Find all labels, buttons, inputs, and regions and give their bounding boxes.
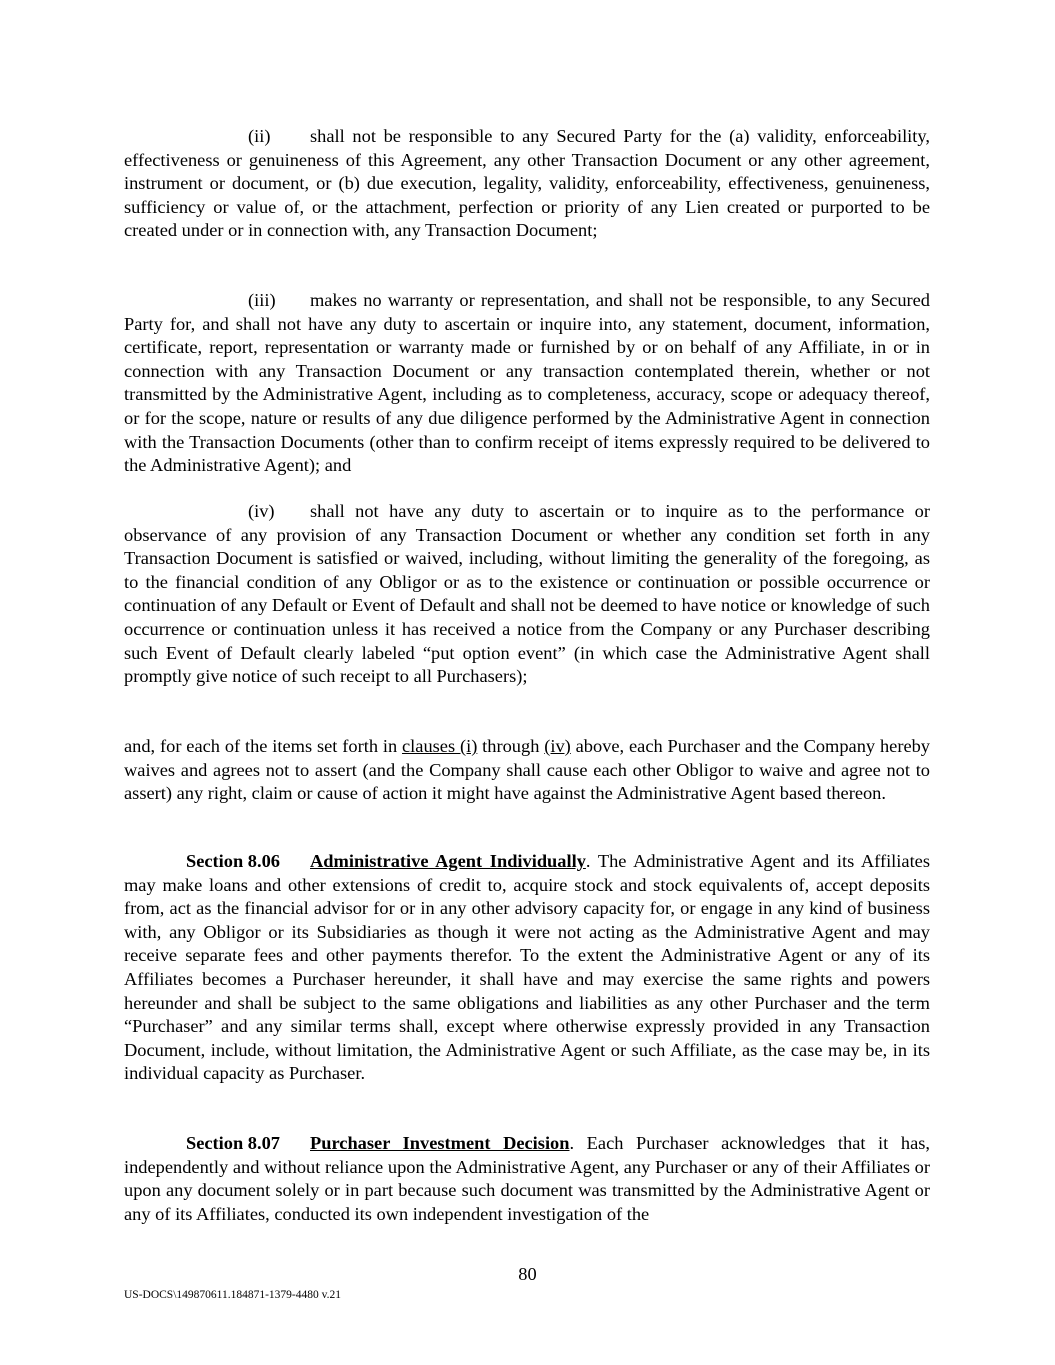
section-title: Purchaser Investment Decision [310, 1133, 570, 1153]
document-reference-footer: US-DOCS\149870611.184871-1379-4480 v.21 [124, 1289, 342, 1301]
waiver-text-end: above, each Purchaser and the Company hereby waives and agrees not to assert (and the Company shall cause each other Obligor to waive and agree not to assert) any right, claim or cause of action it might have against the Administrative Agent based thereon. [124, 736, 930, 804]
section-text: . Each Purchaser acknowledges that it has, independently and without reliance upon the Administrative Agent, any Purchaser or any of their Affiliates or upon any document solely or in part because such document was transmitted by the Administrative Agent or any of its Affiliates, conducted its own independent investigation of the [124, 1133, 930, 1224]
section-number: Section 8.06 [186, 851, 280, 871]
waiver-text-start: and, for each of the items set forth in [124, 736, 403, 756]
clause-reference-iv: (iv) [544, 736, 571, 756]
clause-iii [124, 289, 930, 478]
clause-ii [124, 125, 930, 243]
section-number: Section 8.07 [186, 1133, 280, 1153]
waiver-text-middle: through [477, 736, 545, 756]
clause-iv [124, 500, 930, 689]
section-8-07 [124, 1132, 930, 1226]
section-title: Administrative Agent Individually [310, 851, 586, 871]
section-8-06 [124, 850, 930, 1086]
clause-number: (iii) [248, 290, 276, 310]
clause-text: makes no warranty or representation, and shall not be responsible, to any Secured Party for, and shall not have any duty to ascertain or inquire into, any statement, document, information, certificate, report, representation or warranty made or furnished by or on behalf of any Affiliate, in or in connection with any Transaction Document or any transaction contemplated therein, whether or not transmitted by the Administrative Agent, including as to completeness, accuracy, scope or adequacy thereof, or for the scope, nature or results of any due diligence performed by the Administrative Agent in connection with the Transaction Documents (other than to confirm receipt of items expressly required to be delivered to the Administrative Agent); and [124, 290, 930, 476]
waiver-paragraph [124, 735, 930, 806]
clause-number: (ii) [248, 126, 271, 146]
page-number: 80 [518, 1264, 537, 1284]
clause-number: (iv) [248, 501, 275, 521]
clause-text: shall not have any duty to ascertain or to inquire as to the performance or observance of any provision of any Transaction Document or whether any condition set forth in any Transaction Document is satisfied or waived, including, without limiting the generality of the foregoing, as to the financial condition of any Obligor or as to the existence or continuation or possible occurrence or continuation of any Default or Event of Default and shall not be deemed to have notice or knowledge of such occurrence or continuation unless it has received a notice from the Company or any Purchaser describing such Event of Default clearly labeled “put option event” (in which case the Administrative Agent shall promptly give notice of such receipt to all Purchasers); [124, 501, 930, 687]
section-text: . The Administrative Agent and its Affiliates may make loans and other extensions of credit to, acquire stock and stock equivalents of, accept deposits from, act as the financial advisor for or in any other advisory capacity for, or engage in any kind of business with, any Obligor or its Subsidiaries as though it were not acting as the Administrative Agent and may receive separate fees and other payments therefor. To the extent the Administrative Agent or any of its Affiliates becomes a Purchaser hereunder, it shall have and may exercise the same rights and powers hereunder and shall be subject to the same obligations and liabilities as any other Purchaser and the term “Purchaser” and any similar terms shall, except where otherwise expressly provided in any Transaction Document, include, without limitation, the Administrative Agent or such Affiliate, as the case may be, in its individual capacity as Purchaser. [124, 851, 930, 1084]
clause-text: shall not be responsible to any Secured Party for the (a) validity, enforceability, effectiveness or genuineness of this Agreement, any other Transaction Document or any other agreement, instrument or document, or (b) due execution, legality, validity, enforceability, effectiveness, genuineness, sufficiency or value of, or the attachment, perfection or priority of any Lien created or purported to be created under or in connection with, any Transaction Document; [124, 126, 930, 241]
clause-reference-i: clauses (i) [402, 736, 478, 756]
